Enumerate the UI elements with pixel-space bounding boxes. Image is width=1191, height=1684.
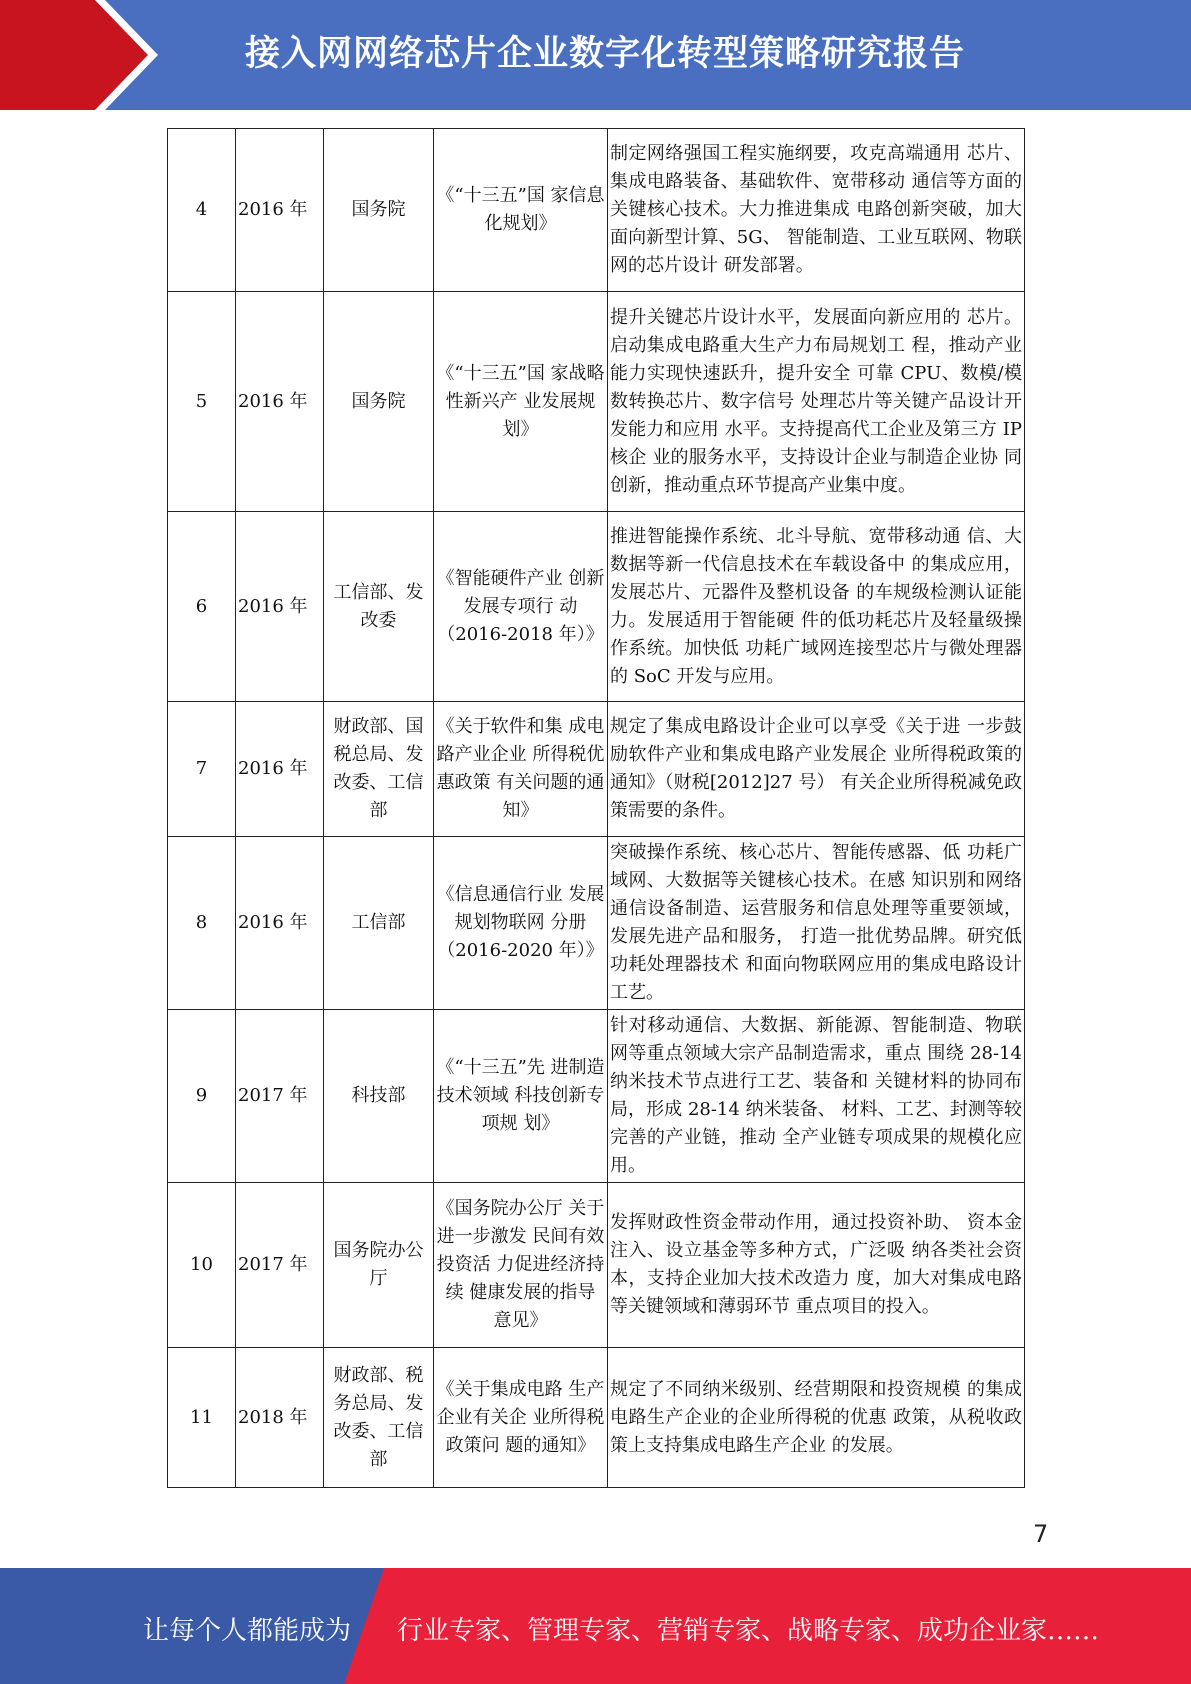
row-document: 《智能硬件产业 创新发展专项行 动（2016-2018 年）》 [434, 512, 608, 702]
table-row [168, 702, 1025, 837]
table-row [168, 837, 1025, 1010]
row-number: 9 [168, 1010, 236, 1183]
row-description: 针对移动通信、大数据、新能源、智能制造、物联网等重点领域大宗产品制造需求，重点 围绕 28-14 纳米技术节点进行工艺、装备和 关键材料的协同布局，形成 28-14 纳米装备、 材料、工艺、封测等较完善的产业链，推动 全产业链专项成果的规模化应用。 [608, 1010, 1025, 1183]
row-number: 6 [168, 512, 236, 702]
table-row [168, 1183, 1025, 1348]
row-issuer: 财政部、国税总局、发改委、工信部 [324, 702, 434, 837]
row-document: 《“十三五”先 进制造技术领域 科技创新专项规 划》 [434, 1010, 608, 1183]
report-title: 接入网网络芯片企业数字化转型策略研究报告 [245, 34, 966, 74]
row-description: 提升关键芯片设计水平，发展面向新应用的 芯片。启动集成电路重大生产力布局规划工 程，推动产业能力实现快速跃升，提升安全 可靠 CPU、数模/模数转换芯片、数字信号 处理芯片等关键产品设计开发能力和应用 水平。支持提高代工企业及第三方 IP 核企 业的服务水平，支持设计企业与制造企业协 同创新，推动重点环节提高产业集中度。 [608, 292, 1025, 512]
row-number: 7 [168, 702, 236, 837]
row-year: 2017 年 [236, 1183, 324, 1348]
page-header [0, 0, 1191, 110]
table-row [168, 1348, 1025, 1488]
row-number: 10 [168, 1183, 236, 1348]
row-issuer: 科技部 [324, 1010, 434, 1183]
row-issuer: 国务院办公厅 [324, 1183, 434, 1348]
row-number: 8 [168, 837, 236, 1010]
row-issuer: 工信部、发改委 [324, 512, 434, 702]
row-number: 5 [168, 292, 236, 512]
row-number: 4 [168, 129, 236, 292]
row-document: 《关于集成电路 生产企业有关企 业所得税政策问 题的通知》 [434, 1348, 608, 1488]
row-number: 11 [168, 1348, 236, 1488]
page-number: 7 [1033, 1520, 1049, 1548]
row-year: 2016 年 [236, 512, 324, 702]
row-document: 《“十三五”国 家信息化规划》 [434, 129, 608, 292]
row-year: 2018 年 [236, 1348, 324, 1488]
policy-table [167, 128, 1025, 1488]
row-year: 2016 年 [236, 292, 324, 512]
row-issuer: 国务院 [324, 129, 434, 292]
footer-slogan-left: 让每个人都能成为 [143, 1616, 352, 1646]
row-document: 《国务院办公厅 关于进一步激发 民间有效投资活 力促进经济持续 健康发展的指导 意见》 [434, 1183, 608, 1348]
row-description: 发挥财政性资金带动作用，通过投资补助、 资本金注入、设立基金等多种方式，广泛吸 纳各类社会资本，支持企业加大技术改造力 度，加大对集成电路等关键领域和薄弱环节 重点项目的投入。 [608, 1183, 1025, 1348]
row-issuer: 工信部 [324, 837, 434, 1010]
footer-slogan-right: 行业专家、管理专家、营销专家、战略专家、成功企业家…… [397, 1616, 1100, 1646]
row-issuer: 财政部、税务总局、发改委、工信部 [324, 1348, 434, 1488]
row-description: 制定网络强国工程实施纲要，攻克高端通用 芯片、集成电路装备、基础软件、宽带移动 通信等方面的关键核心技术。大力推进集成 电路创新突破，加大面向新型计算、5G、 智能制造、工业互联网、物联网的芯片设计 研发部署。 [608, 129, 1025, 292]
table-row [168, 512, 1025, 702]
row-description: 推进智能操作系统、北斗导航、宽带移动通 信、大数据等新一代信息技术在车载设备中 的集成应用，发展芯片、元器件及整机设备 的车规级检测认证能力。发展适用于智能硬 件的低功耗芯片及轻量级操作系统。加快低 功耗广域网连接型芯片与微处理器的 SoC 开发与应用。 [608, 512, 1025, 702]
row-year: 2016 年 [236, 129, 324, 292]
row-year: 2017 年 [236, 1010, 324, 1183]
row-year: 2016 年 [236, 702, 324, 837]
row-document: 《“十三五”国 家战略性新兴产 业发展规划》 [434, 292, 608, 512]
row-document: 《关于软件和集 成电路产业企业 所得税优惠政策 有关问题的通 知》 [434, 702, 608, 837]
row-description: 规定了集成电路设计企业可以享受《关于进 一步鼓励软件产业和集成电路产业发展企 业所得税政策的通知》（财税[2012]27 号） 有关企业所得税减免政策需要的条件。 [608, 702, 1025, 837]
table-row [168, 292, 1025, 512]
table-row [168, 129, 1025, 292]
row-issuer: 国务院 [324, 292, 434, 512]
row-description: 突破操作系统、核心芯片、智能传感器、低 功耗广域网、大数据等关键核心技术。在感 知识别和网络通信设备制造、运营服务和信息处理等重要领域，发展先进产品和服务， 打造一批优势品牌。研究低功耗处理器技术 和面向物联网应用的集成电路设计工艺。 [608, 837, 1025, 1010]
row-year: 2016 年 [236, 837, 324, 1010]
row-description: 规定了不同纳米级别、经营期限和投资规模 的集成电路生产企业的企业所得税的优惠 政策，从税收政策上支持集成电路生产企业 的发展。 [608, 1348, 1025, 1488]
page-footer [0, 1568, 1191, 1684]
row-document: 《信息通信行业 发展规划物联网 分册（2016-2020 年）》 [434, 837, 608, 1010]
table-row [168, 1010, 1025, 1183]
